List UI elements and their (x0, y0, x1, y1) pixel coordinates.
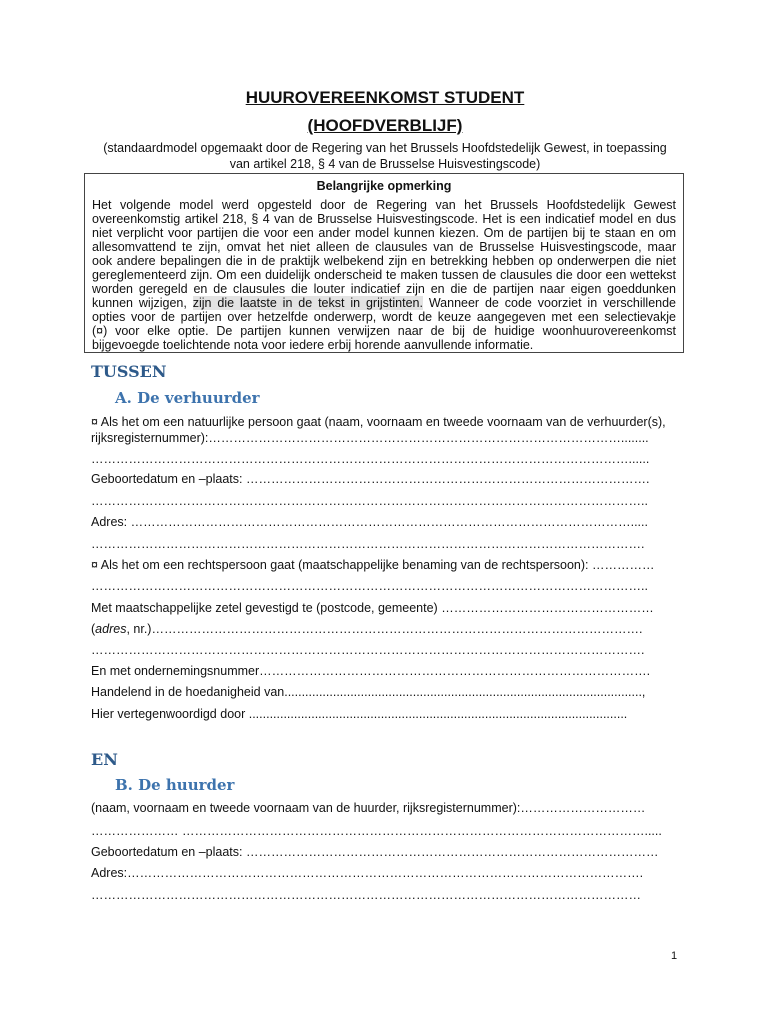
notice-line (92, 296, 676, 310)
page-number: 1 (671, 950, 678, 962)
form-line: rijksregisternummer):………………………………………………………………………………………........ (91, 431, 649, 445)
notice-text: Wanneer de code voorziet in verschillende (422, 296, 676, 310)
form-text: ( (91, 622, 96, 636)
form-line: …………………………………………………………………………………………………………………….. (91, 579, 648, 593)
tussen-heading: TUSSEN (91, 362, 167, 381)
form-line: ……………………………………………………………………………………………………………………. (91, 643, 645, 657)
subtitle-line-2: van artikel 218, § 4 van de Brusselse Huisvestingscode) (229, 157, 541, 171)
form-line: Handelend in de hoedanigheid van......................................................................................................., (91, 685, 646, 699)
form-text: , nr.)………………………………………………………………………………………………………. (126, 622, 643, 636)
subtitle-line-1: (standaardmodel opgemaakt door de Regering van het Brussels Hoofdstedelijk Gewest, in toepassing (103, 141, 667, 155)
landlord-natural-person-line: ¤ Als het om een natuurlijke persoon gaat (naam, voornaam en tweede voornaam van de verhuurder(s), (91, 415, 666, 429)
document-subtitle-heading: (HOOFDVERBLIJF) (307, 116, 463, 135)
notice-line: allesomvattend te zijn, omvat het niet alleen de clausules van de Brusselse Huisvestingscode, maar (92, 240, 676, 254)
notice-line: bijgevoegde toelichtende nota voor iedere erbij horende aanvullende informatie. (92, 338, 534, 352)
notice-line: worden geregeld en de clausules die louter indicatief zijn en die de partijen naar eigen goeddunken (92, 282, 676, 296)
section-a-heading: A. De verhuurder (115, 389, 260, 407)
form-line: …………………………………………………………………………………………………………………...... (91, 452, 650, 466)
form-line: Met maatschappelijke zetel gevestigd te (postcode, gemeente) …………………………………………… (91, 601, 654, 615)
document-title: HUUROVEREENKOMST STUDENT (245, 88, 525, 107)
form-line (91, 621, 681, 637)
form-line: Geboortedatum en –plaats: ……………………………………………………………………………………. (91, 472, 650, 486)
form-line: Adres: …………………………………………………………………………………………………………..... (91, 515, 648, 529)
notice-line: Het volgende model werd opgesteld door de Regering van het Brussels Hoofdstedelijk Gewest (92, 198, 676, 212)
en-heading: EN (91, 750, 118, 769)
form-line: (naam, voornaam en tweede voornaam van de huurder, rijksregisternummer):………………………… (91, 801, 646, 815)
notice-text: kunnen wijzigen, (92, 296, 193, 310)
form-line: ………………… …………………………………………………………………………………………………..... (91, 824, 662, 838)
notice-line: ook andere bepalingen die in de praktijk welbekend zijn en betrekking hebben op onderwerpen die niet (92, 254, 676, 268)
grey-highlighted-text: zijn die laatste in de tekst in grijstinten. (192, 296, 423, 310)
notice-line: overeenkomstig artikel 218, § 4 van de Brusselse Huisvestingscode. Het is een indicatief model en dus (92, 212, 676, 226)
notice-line: opties voor de partijen over hetzelfde onderwerp, wordt de keuze aangegeven met een selectievakje (92, 310, 676, 324)
notice-title: Belangrijke opmerking (316, 179, 452, 193)
form-line: ……………………………………………………………………………………………………………………. (91, 537, 645, 551)
form-line: Hier vertegenwoordigd door ............................................................................................................. (91, 707, 628, 721)
notice-line: gereglementeerd zijn. Om een duidelijk onderscheid te maken tussen de clausules die door een wettekst (92, 268, 676, 282)
form-line: …………………………………………………………………………………………………………………….. (91, 494, 648, 508)
section-b-heading: B. De huurder (115, 776, 235, 794)
landlord-legal-person-line: ¤ Als het om een rechtspersoon gaat (maatschappelijke benaming van de rechtspersoon): …………… (91, 558, 655, 572)
form-line: En met ondernemingsnummer…………………………………………………………………………………. (91, 664, 651, 678)
form-line: Geboortedatum en –plaats: ……………………………………………………………………………………… (91, 845, 659, 859)
form-text-italic: adres (95, 622, 127, 636)
form-line: …………………………………………………………………………………………………………………… (91, 888, 641, 902)
important-notice-box (84, 173, 684, 353)
notice-line: (¤) voor elke optie. De partijen kunnen verwijzen naar de bij de huidige woonhuurovereenkomst (92, 324, 676, 338)
notice-line: niet verplicht voor partijen die voor een ander model kunnen kiezen. Om de partijen bij te staan en om (92, 226, 676, 240)
form-line: Adres:……………………………………………………………………………………………………………. (91, 866, 644, 880)
